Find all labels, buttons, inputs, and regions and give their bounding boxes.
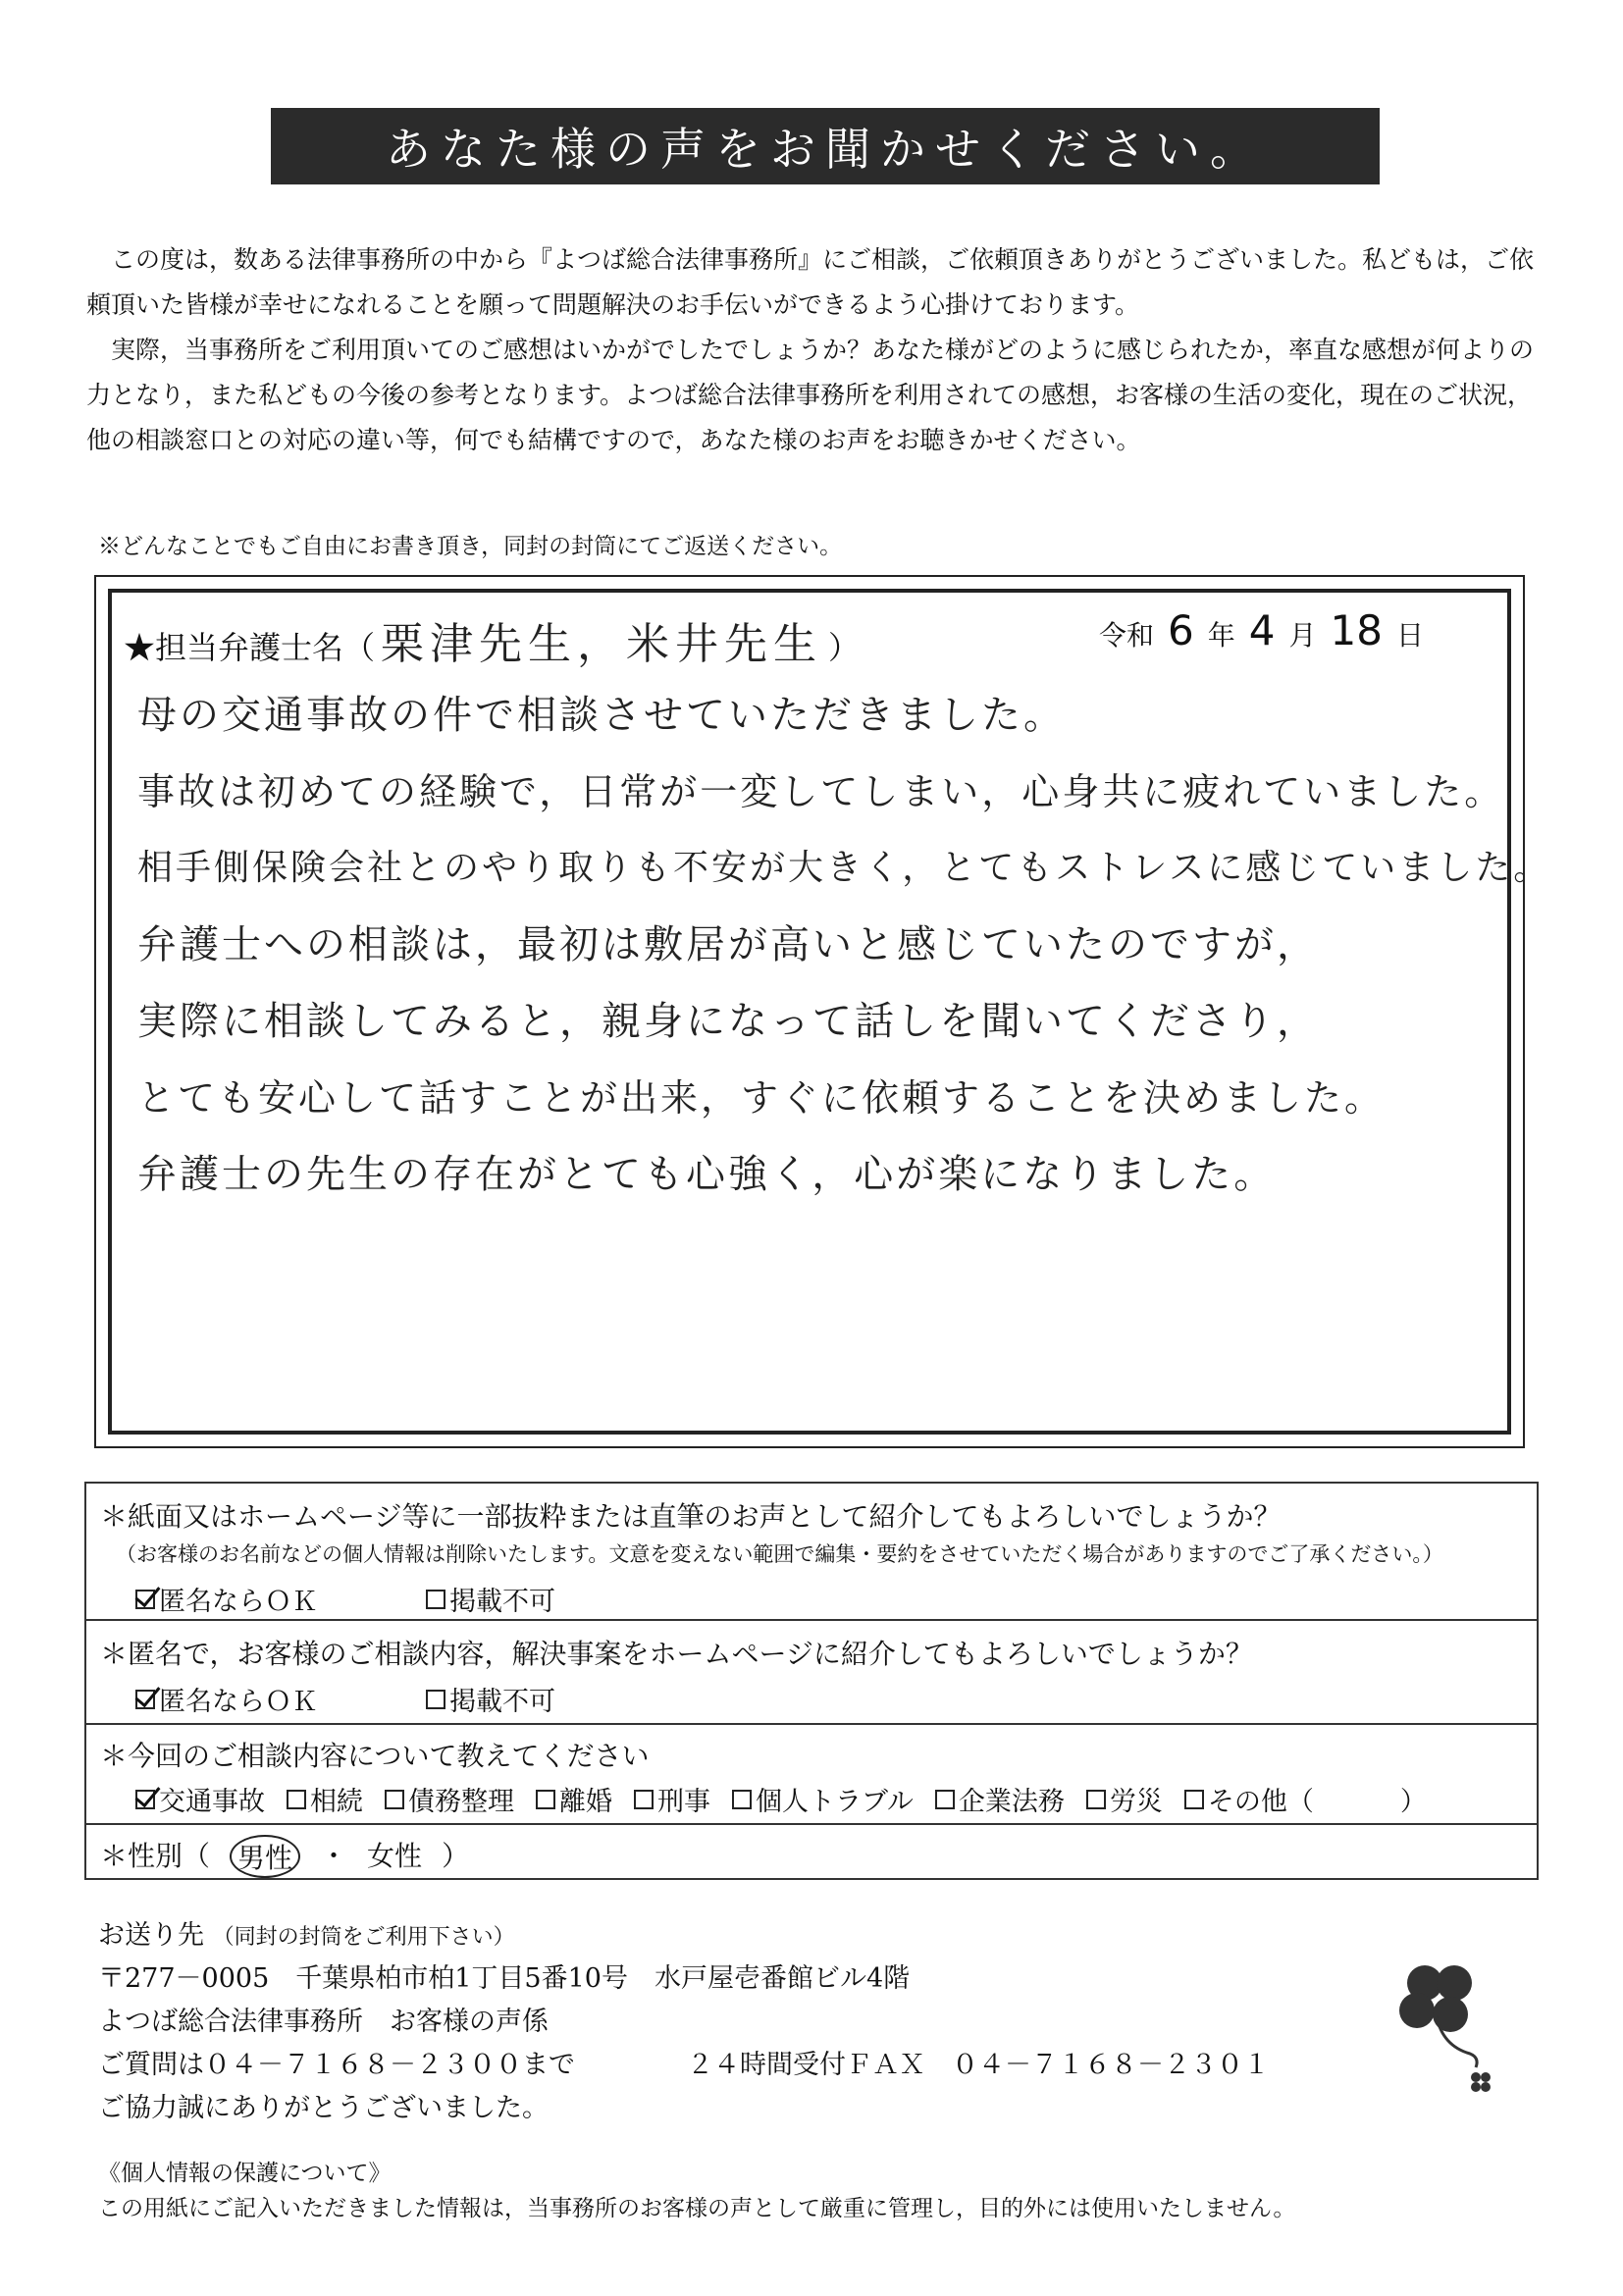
q3-option-divorce[interactable] bbox=[536, 1780, 612, 1818]
question-3 bbox=[86, 1725, 1537, 1825]
checkbox-icon bbox=[385, 1790, 404, 1809]
checkbox-checked-icon bbox=[135, 1790, 155, 1809]
comment-line: とても安心して話すことが出来，すぐに依頼することを決めました。 bbox=[137, 1076, 1386, 1120]
send-to-row bbox=[98, 1913, 515, 1952]
q3-option-labor[interactable] bbox=[1086, 1780, 1163, 1818]
date-day-label: 日 bbox=[1395, 619, 1424, 652]
question-table bbox=[84, 1482, 1539, 1880]
checkbox-icon bbox=[287, 1790, 306, 1809]
q2-opt1-label: 匿名ならＯＫ bbox=[159, 1687, 318, 1717]
question-2 bbox=[86, 1621, 1537, 1725]
date-year: 6 bbox=[1168, 606, 1194, 654]
q3-option-traffic[interactable] bbox=[135, 1780, 265, 1818]
privacy-title: 《個人情報の保護について》 bbox=[98, 2161, 392, 2186]
q3-option-label: その他（ bbox=[1207, 1787, 1314, 1817]
lawyer-names-handwritten: 栗津先生，米井先生 bbox=[381, 619, 823, 669]
q3-option-label: 個人トラブル bbox=[756, 1787, 914, 1817]
gender-male-option[interactable]: 男性 bbox=[230, 1835, 300, 1878]
checkbox-icon bbox=[935, 1790, 955, 1809]
gender-label: ＊性別（ bbox=[100, 1840, 211, 1872]
phone-number: ご質問は０４－７１６８－２３００まで bbox=[98, 2050, 575, 2080]
intro-paragraph-1: この度は，数ある法律事務所の中から『よつば総合法律事務所』にご相談，ご依頼頂きありがとうございました。私どもは，ご依頼頂いた皆様が幸せになれることを願って問題解決のお手伝いができるよう心掛けております。 bbox=[86, 245, 1535, 319]
privacy-text: この用紙にご記入いただきました情報は，当事務所のお客様の声として厳重に管理し，目的外には使用いたしません。 bbox=[98, 2196, 1296, 2221]
intro-text bbox=[86, 237, 1539, 463]
comment-line: 弁護士の先生の存在がとても心強く，心が楽になりました。 bbox=[137, 1152, 1277, 1197]
checkbox-icon bbox=[426, 1690, 445, 1709]
instruction-note: ※どんなことでもご自由にお書き頂き，同封の封筒にてご返送ください。 bbox=[98, 534, 843, 559]
checkbox-checked-icon bbox=[135, 1690, 155, 1709]
q3-option-label: 労災 bbox=[1109, 1787, 1163, 1817]
q3-option-criminal[interactable] bbox=[634, 1780, 710, 1818]
lawyer-name-row bbox=[124, 608, 860, 671]
q3-option-label: 企業法務 bbox=[958, 1787, 1065, 1817]
q2-opt2-label: 掲載不可 bbox=[449, 1687, 555, 1717]
question-2-text: ＊匿名で，お客様のご相談内容，解決事案をホームページに紹介してもよろしいでしょうか？ bbox=[100, 1638, 1253, 1670]
checkbox-icon bbox=[1184, 1790, 1204, 1809]
gender-close: ） bbox=[442, 1840, 470, 1872]
handwritten-comment bbox=[137, 677, 1552, 1213]
checkbox-icon bbox=[732, 1790, 752, 1809]
comment-line: 事故は初めての経験で，日常が一変してしまい，心身共に疲れていました。 bbox=[137, 770, 1505, 813]
send-to-note: （同封の封筒をご利用下さい） bbox=[212, 1925, 515, 1950]
date-month: 4 bbox=[1248, 606, 1276, 654]
q3-option-label: 相続 bbox=[310, 1787, 363, 1817]
address: 〒277－0005 千葉県柏市柏1丁目5番10号 水戸屋壱番館ビル4階 bbox=[98, 1963, 911, 1994]
comment-line: 弁護士への相談は，最初は敷居が高いと感じていたのですが， bbox=[137, 922, 1319, 967]
lawyer-label: ★担当弁護士名（ bbox=[124, 629, 376, 666]
q3-option-label: 離婚 bbox=[559, 1787, 612, 1817]
question-1-text: ＊紙面又はホームページ等に一部抜粋または直筆のお声として紹介してもよろしいでしょうか？ bbox=[100, 1500, 1282, 1533]
q3-option-personal[interactable] bbox=[732, 1780, 914, 1818]
q1-no-publish-option[interactable] bbox=[426, 1580, 555, 1618]
q3-option-label: 刑事 bbox=[657, 1787, 710, 1817]
fax-number: ２４時間受付ＦＡＸ ０４－７１６８－２３０１ bbox=[687, 2050, 1270, 2080]
date-day: 18 bbox=[1330, 606, 1383, 654]
q3-option-corporate[interactable] bbox=[935, 1780, 1065, 1818]
checkbox-icon bbox=[426, 1590, 445, 1609]
q3-option-label: 債務整理 bbox=[408, 1787, 514, 1817]
checkbox-checked-icon bbox=[135, 1590, 155, 1609]
send-to-label: お送り先 bbox=[98, 1920, 204, 1951]
date-row bbox=[1099, 606, 1424, 654]
date-era: 令和 bbox=[1099, 619, 1155, 652]
comment-line: 母の交通事故の件で相談させていただきました。 bbox=[137, 693, 1066, 738]
comment-line: 実際に相談してみると，親身になって話しを聞いてくださり， bbox=[137, 999, 1319, 1044]
q1-opt1-label: 匿名ならＯＫ bbox=[159, 1587, 318, 1617]
office-name: よつば総合法律事務所 お客様の声係 bbox=[98, 2007, 549, 2037]
question-3-text: ＊今回のご相談内容について教えてください bbox=[100, 1740, 650, 1772]
checkbox-icon bbox=[536, 1790, 555, 1809]
q3-option-other[interactable] bbox=[1184, 1780, 1427, 1818]
page-title: あなた様の声をお聞かせください。 bbox=[271, 108, 1380, 184]
checkbox-icon bbox=[1086, 1790, 1106, 1809]
q3-other-close: ） bbox=[1399, 1787, 1427, 1817]
q3-option-debt[interactable] bbox=[385, 1780, 514, 1818]
gender-female-option[interactable]: 女性 bbox=[367, 1840, 423, 1872]
question-1 bbox=[86, 1484, 1537, 1621]
clover-logo-icon bbox=[1374, 1948, 1511, 2095]
q3-option-label: 交通事故 bbox=[159, 1787, 265, 1817]
gender-separator: ・ bbox=[320, 1840, 348, 1872]
date-year-label: 年 bbox=[1207, 619, 1235, 652]
q1-anonymous-ok-option[interactable] bbox=[135, 1580, 318, 1618]
date-month-label: 月 bbox=[1288, 619, 1317, 652]
question-4 bbox=[86, 1825, 1537, 1878]
intro-paragraph-2: 実際，当事務所をご利用頂いてのご感想はいかがでしたでしょうか？あなた様がどのように感じられたか，率直な感想が何よりの力となり，また私どもの今後の参考となります。よつば総合法律事務所を利用されての感想，お客様の生活の変化，現在のご状況，他の相談窓口との対応の違い等，何でも結構ですので，あなた様のお声をお聴きかせください。 bbox=[86, 336, 1535, 454]
comment-line: 相手側保険会社とのやり取りも不安が大きく，とてもストレスに感じていました。 bbox=[137, 848, 1552, 888]
q1-opt2-label: 掲載不可 bbox=[449, 1587, 555, 1617]
checkbox-icon bbox=[634, 1790, 654, 1809]
thanks-text: ご協力誠にありがとうございました。 bbox=[98, 2093, 549, 2123]
question-1-subtext: （お客様のお名前などの個人情報は削除いたします。文意を変えない範囲で編集・要約をさせていただく場合がありますのでご了承ください。） bbox=[116, 1542, 1443, 1566]
q2-no-publish-option[interactable] bbox=[426, 1680, 555, 1718]
lawyer-close: ） bbox=[828, 629, 861, 666]
q2-anonymous-ok-option[interactable] bbox=[135, 1680, 318, 1718]
q3-option-inheritance[interactable] bbox=[287, 1780, 363, 1818]
